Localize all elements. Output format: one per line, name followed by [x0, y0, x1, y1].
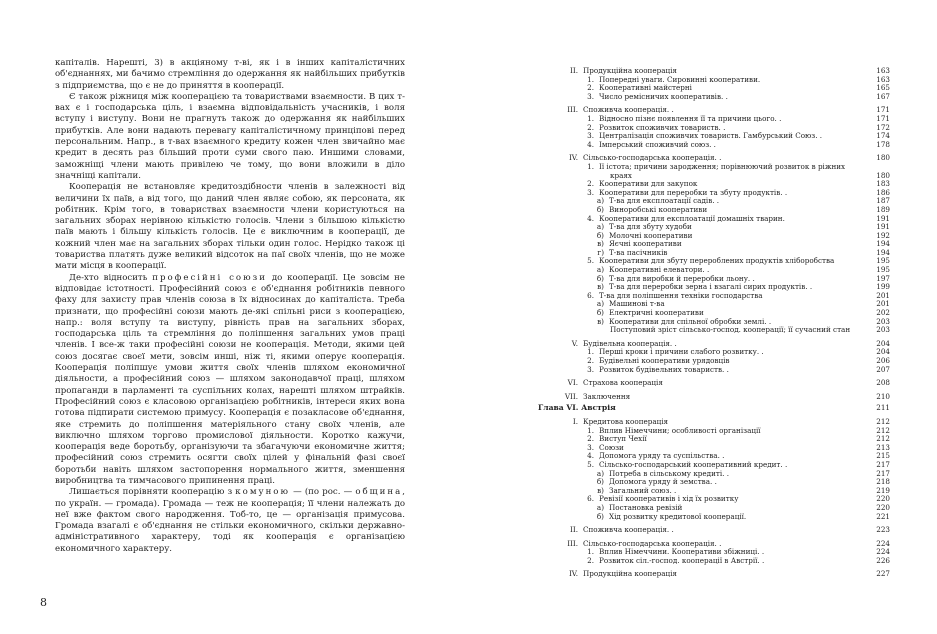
toc-entry-page: 192: [876, 230, 890, 240]
page-number: 8: [40, 596, 47, 609]
toc-entry: [538, 461, 890, 470]
toc-entry-number: 2.: [587, 555, 594, 565]
paragraph: [55, 273, 405, 488]
text-run: — (по рос. —: [289, 487, 356, 498]
toc-entry-title: Допомога уряду й земства. .: [609, 478, 717, 487]
table-of-contents: [538, 67, 890, 579]
toc-entry-page: 212: [876, 416, 890, 426]
toc-entry: [538, 257, 890, 266]
toc-entry-page: 206: [876, 356, 890, 365]
toc-entry-page: 213: [876, 442, 890, 452]
toc-entry-title: Ревізії кооперативів і хід їх розвитку: [599, 495, 739, 504]
toc-entry-page: 180: [876, 153, 890, 163]
toc-entry-number: 6.: [587, 494, 594, 504]
toc-entry-page: 174: [876, 131, 890, 141]
toc-entry-page: 218: [876, 477, 890, 487]
toc-entry-title: Виступ Чехії: [599, 435, 647, 444]
toc-entry-number: 3.: [587, 442, 594, 452]
toc-entry-number: I.: [572, 416, 578, 426]
toc-entry-page: 186: [876, 187, 890, 197]
toc-entry: [538, 240, 890, 249]
toc-chapter-heading: [538, 404, 890, 413]
toc-entry-title: Будівельні кооперативи урядовців: [599, 357, 730, 365]
toc-entry-page: 208: [876, 378, 890, 388]
paragraph: капіталів. Нарешті, 3) в акціяному т-ві, як і в інших капіталістичних об'єднаннях, ми бачимо стремління до одержання як найбільших прибутків з підприємства, що є не до приняття в кооперації.: [55, 58, 405, 91]
toc-entry-title: Т-ва для переробки зерна і взагалі сирих продуктів. .: [609, 283, 813, 292]
toc-entry-number: а): [596, 299, 604, 309]
toc-entry: [538, 504, 890, 513]
toc-entry-title: Її істота; причини зародження; порівнюючий розвиток в ріжних: [599, 162, 846, 171]
toc-entry-number: II.: [570, 66, 578, 75]
toc-entry-page: 197: [876, 273, 890, 283]
toc-entry-title: Т-ва для поліпшення техніки господарства: [599, 291, 763, 300]
toc-entry-page: 194: [876, 239, 890, 249]
text-run: Лишається порівняти кооперацію з: [69, 487, 236, 498]
toc-entry-number: 2.: [587, 83, 594, 93]
toc-entry-number: 3.: [587, 131, 594, 141]
toc-entry-title: Кооперативні майстерні: [599, 84, 692, 93]
toc-entry-page: 183: [876, 179, 890, 189]
toc-entry-title: Споживча кооперація. .: [583, 526, 674, 535]
toc-entry-number: б): [596, 308, 604, 318]
toc-entry-title: Сільсько-господарський кооперативний кредит. .: [599, 460, 788, 469]
toc-entry-title: Сільсько-господарська кооперація. .: [583, 154, 722, 163]
toc-entry-page: 203: [876, 325, 890, 335]
toc-entry-title: Продукційна кооперація: [583, 570, 677, 579]
toc-entry-number: 1.: [587, 113, 594, 123]
toc-entry-title: Союзи: [599, 443, 624, 452]
toc-entry: [538, 141, 890, 150]
toc-entry-title: Відносно пізнє появлення її та причини цього. .: [599, 114, 782, 123]
toc-entry-page: 224: [876, 538, 890, 548]
toc-entry-title: Вплив Німеччини; особливості організації: [599, 426, 761, 435]
spaced-term: комуною: [235, 487, 290, 498]
toc-entry-number: 5.: [587, 256, 594, 266]
toc-entry-page: 171: [876, 105, 890, 115]
toc-entry-title: Кооперативи для експлоатації домашніх тварин.: [599, 214, 785, 223]
toc-entry-title: Поступовий зріст сільсько-господ. кооперації; її сучасний стан: [610, 326, 851, 335]
toc-entry-title: Попередні уваги. Сировинні кооперативи.: [599, 75, 761, 84]
toc-entry: [538, 557, 890, 566]
toc-entry-page: 191: [876, 222, 890, 232]
toc-entry-title: Розвиток будівельних товариств. .: [599, 365, 729, 374]
toc-entry-number: б): [596, 230, 604, 240]
toc-entry-number: в): [597, 485, 604, 495]
toc-entry-number: VI.: [567, 378, 578, 388]
toc-entry-number: 5.: [587, 459, 594, 469]
toc-entry: [538, 93, 890, 102]
toc-entry-title: Допомога уряду та суспільства. .: [599, 452, 725, 461]
toc-entry-page: 178: [876, 139, 890, 149]
toc-entry-page: 195: [876, 256, 890, 266]
toc-entry-title: Страхова кооперація: [583, 379, 663, 388]
toc-entry-page: 167: [876, 91, 890, 101]
left-page-body: [55, 58, 405, 555]
toc-entry-page: 163: [876, 66, 890, 75]
toc-entry-page: 189: [876, 204, 890, 214]
toc-entry-title: Т-ва для збуту худоби: [609, 223, 692, 232]
toc-entry: [538, 197, 890, 206]
toc-entry-title: Сільсько-господарська кооперація. .: [583, 539, 722, 548]
toc-entry-title: Продукційна кооперація: [583, 67, 677, 75]
toc-entry-page: 204: [876, 338, 890, 348]
toc-entry-page: 172: [876, 122, 890, 132]
toc-entry-title: Молочні кооперативи: [609, 231, 693, 240]
toc-entry-number: в): [597, 239, 604, 249]
toc-entry-title: Хід розвитку кредитової кооперації.: [609, 512, 747, 521]
toc-entry-number: 1.: [587, 425, 594, 435]
toc-entry-number: 2.: [587, 179, 594, 189]
toc-entry-title: Глава VI. Австрія: [538, 404, 616, 413]
toc-entry-number: б): [596, 511, 604, 521]
toc-entry-page: 199: [876, 282, 890, 292]
toc-entry-page: 207: [876, 364, 890, 374]
toc-entry-number: II.: [570, 525, 578, 535]
toc-entry-title: Потреба в сільському кредиті. .: [609, 469, 730, 478]
toc-entry-title: Машинові т-ва: [609, 300, 665, 309]
toc-entry-title: Розвиток споживчих товариств. .: [599, 123, 726, 132]
toc-entry-title: Електричні кооперативи: [609, 309, 704, 318]
toc-entry-title: Кооперативи для закупок: [599, 180, 698, 189]
toc-entry-page: 227: [876, 569, 890, 579]
toc-entry-title: Кооперативні елеватори. .: [609, 266, 710, 275]
toc-entry-number: б): [596, 477, 604, 487]
toc-entry-title: Будівельна кооперація. .: [583, 339, 677, 348]
toc-entry: [538, 570, 890, 579]
spaced-term: професійні союзи: [152, 272, 267, 283]
toc-entry-number: IV.: [568, 569, 578, 579]
toc-entry-page: 215: [876, 451, 890, 461]
toc-entry-number: 4.: [587, 451, 594, 461]
text-run: , по україн. — громада). Громада — теж не кооперація; її члени належать до неї вже фактом свого народження. Тоб-то, це — організація примусова. Громада взагалі є об'єднання не стільки економичного, скільки державно-адміністративного характеру, тоді як кооперація є організацією економичного характеру.: [55, 487, 405, 554]
toc-entry-number: а): [596, 265, 604, 275]
toc-entry-number: 2.: [587, 434, 594, 444]
toc-entry-page: 163: [876, 74, 890, 84]
toc-entry-title: Кооперативи для збуту перероблених продуктів хліборобства: [599, 257, 835, 266]
toc-entry-title: Т-ва пасічників: [609, 248, 668, 257]
toc-entry-title: Заключення: [583, 392, 631, 401]
spaced-term: община: [355, 487, 403, 498]
toc-entry: [538, 232, 890, 241]
toc-entry: [538, 309, 890, 318]
toc-entry-number: в): [597, 282, 604, 292]
toc-entry: [538, 215, 890, 224]
text-run: до кооперації. Це зовсім не відповідає істотності. Професійний союз є об'єднання робітників певного фаху для захисту прав членів союза в їх відносинах до капіталіста. Треба признати, що професійні союзи мають де-які спільні риси з кооперацією, напр.: воля вступу та виступу, рівність прав на загальних зборах, господарська ціль та стремління до поліпшення загальних умов праці членів. І все-ж таки професійні союзи не кооперація. Методи, якими цей союз досягає своєї мети, зовсім инші, ніж ті, якими оперує кооперація. Кооперація поліпшує умови життя своїх членів шляхом економичної діяльности, а професійний союз — шляхом законодавчої праці, шляхом пропаганди в парламенті та суспільних колах, нарешті шляхом штрайків. Професійний союз є класовою організацією робітників, інтереси яких вона готова підпирати системою примусу. Кооперація є позакласове об'єднання, яке стремить до поліпшення матеріяльного стану своїх членів, але виключно шляхом торгово промислової діяльности. Коротко кажучи, кооперація веде боротьбу, організуючи та збагачуючи економичне життя; професійний союз стремить осягти своїх цілей у фінальній фазі своєї боротьби навіть шляхом застопорення нормального життя, зменшення виробництва та тимчасового припинення праці.: [55, 272, 405, 486]
toc-entry-number: VII.: [564, 391, 578, 401]
toc-entry-number: 3.: [587, 91, 594, 101]
toc-entry-number: б): [596, 273, 604, 283]
toc-entry-page: 221: [876, 511, 890, 521]
toc-entry-page: 219: [876, 485, 890, 495]
paragraph: Є також ріжниця між кооперацією та товариствами взаємности. В цих т-вах є і господарська ціль, і взаємна відповідальність учасників, і воля вступу і виступу. Вони не прагнуть також до одержання як найбільших прибутків. Але вони надають перевагу капіталістичному принціпові перед персональним. Напр., в т-вах взаємного кредиту кожен член звичайно має кредит в десять раз більший проти суми свого паю. Иншими словами, заможніщі члени мають привілею че тому, що вони вложили в діло значніщі капітали.: [55, 91, 405, 181]
toc-entry-number: а): [596, 196, 604, 206]
toc-entry-title: Постановка ревізій: [609, 503, 683, 512]
toc-entry-page: 212: [876, 434, 890, 444]
toc-entry-number: IV.: [568, 153, 578, 163]
toc-entry-title: Число ремісничих кооперативів. .: [599, 92, 728, 101]
toc-entry: [538, 379, 890, 388]
toc-entry: [538, 223, 890, 232]
toc-entry-page: 180: [876, 170, 890, 180]
toc-entry-title: Вплив Німеччини. Кооперативи збіжниці. .: [599, 548, 765, 557]
toc-entry-number: в): [597, 316, 604, 326]
toc-entry-number: 2.: [587, 356, 594, 365]
text-run: Де-хто відносить: [69, 272, 153, 283]
toc-entry-page: 204: [876, 347, 890, 357]
toc-entry-page: 165: [876, 83, 890, 93]
toc-entry: [538, 478, 890, 487]
toc-entry: [538, 189, 890, 198]
toc-entry-title: Т-ва для експлоатації садів. .: [609, 197, 720, 206]
toc-entry-page: 212: [876, 425, 890, 435]
toc-entry-title: Виноробські кооперативи: [609, 205, 708, 214]
toc-entry-page: 187: [876, 196, 890, 206]
toc-entry-number: а): [596, 468, 604, 478]
toc-entry: [538, 513, 890, 522]
toc-entry-page: 171: [876, 113, 890, 123]
toc-entry-page: 223: [876, 525, 890, 535]
toc-entry-page: 194: [876, 247, 890, 257]
toc-entry-number: г): [597, 247, 604, 257]
toc-entry-page: 202: [876, 308, 890, 318]
toc-entry-page: 220: [876, 494, 890, 504]
toc-entry-number: 1.: [587, 161, 594, 171]
toc-entry-number: 2.: [587, 122, 594, 132]
toc-entry-number: б): [596, 204, 604, 214]
toc-entry-title: Централізація споживчих товариств. Гамбурський Союз. .: [599, 132, 823, 141]
toc-entry: [538, 526, 890, 535]
toc-entry-page: 201: [876, 290, 890, 300]
toc-entry: [538, 326, 890, 335]
toc-entry-title: Імперський споживчий союз. .: [599, 140, 716, 149]
toc-entry: [538, 266, 890, 275]
toc-entry-title: Загальний союз. .: [609, 486, 677, 495]
toc-entry-title: Яєчні кооперативи: [609, 240, 682, 249]
toc-entry-page: 191: [876, 213, 890, 223]
toc-entry-number: 1.: [587, 74, 594, 84]
toc-entry-title: краях: [610, 171, 632, 180]
toc-entry-number: 3.: [587, 187, 594, 197]
toc-entry-title: Кооперативи для спільної обробки землі. .: [609, 317, 772, 326]
toc-entry: [538, 470, 890, 479]
toc-entry-title: Перші кроки і причини слабого розвитку. .: [599, 348, 764, 357]
toc-entry: [538, 366, 890, 375]
toc-entry: [538, 318, 890, 327]
toc-entry-page: 195: [876, 265, 890, 275]
toc-entry: [538, 275, 890, 284]
toc-entry-page: 217: [876, 468, 890, 478]
toc-entry-title: Кооперативи для переробки та збуту продуктів. .: [599, 188, 788, 197]
toc-entry-page: 226: [876, 555, 890, 565]
toc-entry-page: 201: [876, 299, 890, 309]
toc-entry-page: 224: [876, 547, 890, 557]
toc-entry-title: Розвиток сіл.-господ. кооперації в Австрії. .: [599, 556, 765, 565]
toc-entry: [538, 393, 890, 402]
toc-entry-number: 3.: [587, 364, 594, 374]
toc-entry-number: III.: [567, 105, 578, 115]
toc-entry-number: 1.: [587, 547, 594, 557]
toc-entry: [538, 292, 890, 301]
toc-entry-number: 4.: [587, 139, 594, 149]
toc-entry-page: 210: [876, 391, 890, 401]
toc-entry-number: 4.: [587, 213, 594, 223]
toc-entry-number: 6.: [587, 290, 594, 300]
toc-entry-number: а): [596, 502, 604, 512]
toc-entry-page: 220: [876, 502, 890, 512]
paragraph: [55, 487, 405, 555]
toc-entry-title: Споживча кооперація. .: [583, 106, 674, 115]
toc-entry-page: 211: [876, 403, 890, 413]
toc-entry-number: V.: [571, 338, 578, 348]
toc-entry-page: 217: [876, 459, 890, 469]
toc-entry-title: Кредитова кооперація: [583, 417, 669, 426]
toc-entry: [538, 300, 890, 309]
toc-entry-number: а): [596, 222, 604, 232]
toc-entry: [538, 163, 890, 172]
toc-entry-page: 203: [876, 316, 890, 326]
toc-entry-number: 1.: [587, 347, 594, 357]
toc-entry: [538, 495, 890, 504]
paragraph: Кооперація не встановляє кредитоздібности членів в залежності від величини їх паїв, а від того, що даний член являє собою, як персоната, як робітник. Крім того, в товариствах взаємности члени користуються на загальних зборах нерівною кількістю голосів. Члени з більшою кількістю паїв мають і більшу кількість голосів. Це є виключним в кооперації, де кожний член має на загальних зборах тільки один голос. Нерідко також ці товариства платять дуже великий відсоток на паї своїх членів, що не може мати місця в кооперації.: [55, 182, 405, 272]
toc-entry-number: III.: [567, 538, 578, 548]
toc-entry-title: Т-ва для виробки й переробки льону. .: [609, 274, 755, 283]
